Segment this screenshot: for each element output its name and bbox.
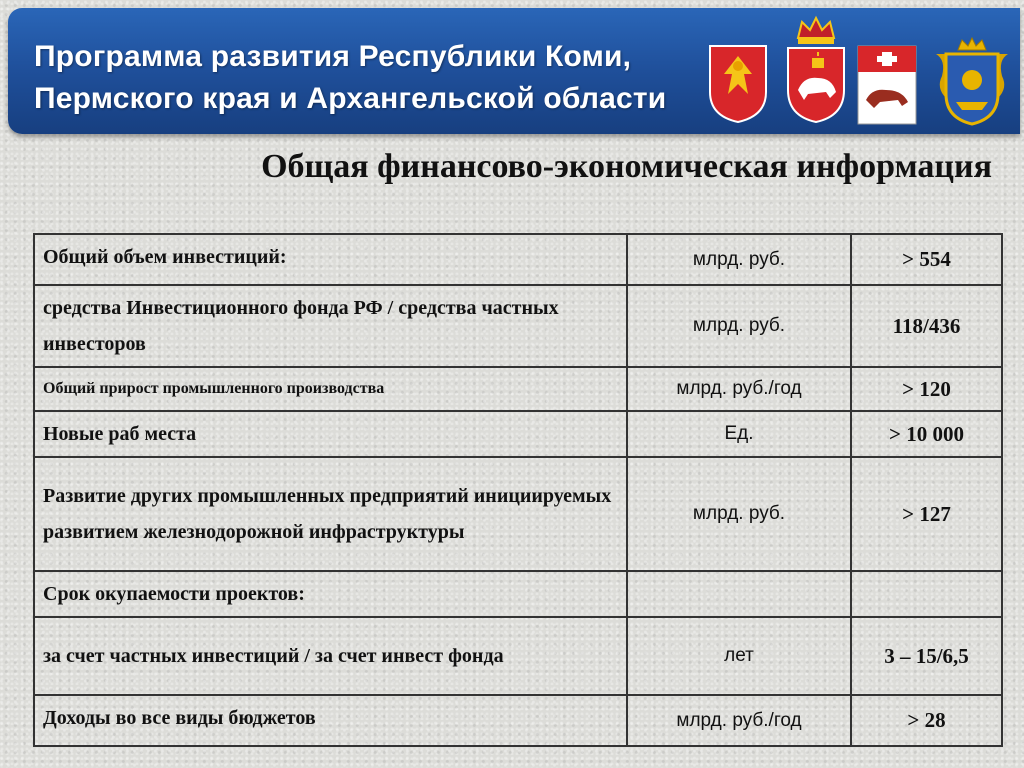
banner-title <box>34 36 714 120</box>
row-value: > 120 <box>851 367 1002 411</box>
row-label: за счет частных инвестиций / за счет инвест фонда <box>34 617 627 695</box>
table-row <box>34 457 1002 571</box>
row-value <box>851 571 1002 617</box>
row-value: 3 – 15/6,5 <box>851 617 1002 695</box>
row-unit: млрд. руб. <box>627 285 851 367</box>
row-label: Общий прирост промышленного производства <box>34 367 627 411</box>
row-unit: млрд. руб./год <box>627 695 851 746</box>
komi-coat-of-arms-icon <box>708 44 768 124</box>
header-banner <box>8 8 1020 134</box>
row-value: > 554 <box>851 234 1002 285</box>
table-row <box>34 695 1002 746</box>
row-label: средства Инвестиционного фонда РФ / средства частных инвесторов <box>34 285 627 367</box>
row-label: Общий объем инвестиций: <box>34 234 627 285</box>
row-value: > 127 <box>851 457 1002 571</box>
table-row <box>34 411 1002 457</box>
row-unit: Ед. <box>627 411 851 457</box>
row-unit <box>627 571 851 617</box>
row-value: > 10 000 <box>851 411 1002 457</box>
financial-info-table <box>33 233 1003 747</box>
row-value: > 28 <box>851 695 1002 746</box>
table-row <box>34 234 1002 285</box>
row-unit: млрд. руб. <box>627 457 851 571</box>
table-row <box>34 367 1002 411</box>
table-row <box>34 571 1002 617</box>
row-unit: млрд. руб. <box>627 234 851 285</box>
page-title: Общая финансово-экономическая информация <box>261 148 992 185</box>
row-label: Новые раб места <box>34 411 627 457</box>
banner-title-line-1: Программа развития Республики Коми, <box>34 40 632 73</box>
table-row <box>34 617 1002 695</box>
row-label: Развитие других промышленных предприятий инициируемых развитием железнодорожной инфраструктуры <box>34 457 627 571</box>
row-unit: млрд. руб./год <box>627 367 851 411</box>
perm-krai-coat-of-arms-icon <box>784 12 848 124</box>
row-label: Доходы во все виды бюджетов <box>34 695 627 746</box>
perm-city-flag-icon <box>856 44 918 126</box>
banner-title-line-2: Пермского края и Архангельской области <box>34 82 667 115</box>
arkhangelsk-oblast-coat-of-arms-icon <box>932 36 1012 128</box>
row-label: Срок окупаемости проектов: <box>34 571 627 617</box>
row-value: 118/436 <box>851 285 1002 367</box>
table-row <box>34 285 1002 367</box>
row-unit: лет <box>627 617 851 695</box>
